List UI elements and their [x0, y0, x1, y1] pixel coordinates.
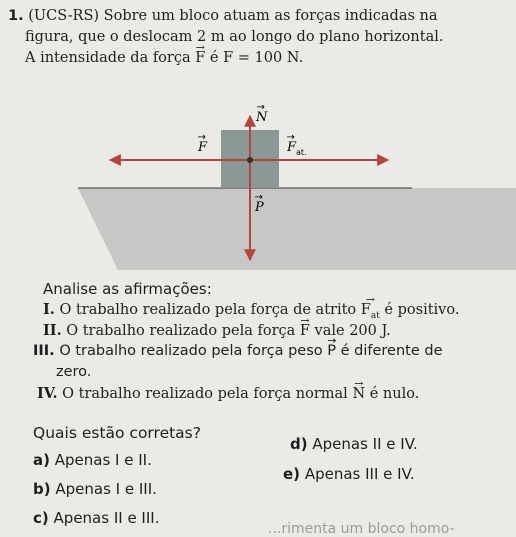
label-Fat-arrow: →	[286, 132, 295, 143]
option-b[interactable]: b) Apenas I e III.	[33, 480, 157, 498]
option-c[interactable]: c) Apenas II e III.	[33, 509, 160, 527]
question-number: 1.	[8, 8, 24, 24]
question-line-2: figura, que o deslocam 2 m ao longo do plano horizontal.	[25, 29, 444, 45]
prompt-text: Analise as afirmações:	[43, 280, 212, 298]
option-d[interactable]: d) Apenas II e IV.	[290, 435, 418, 453]
label-F: F	[198, 140, 208, 155]
question-line-1	[8, 8, 438, 24]
label-N-arrow: →	[256, 102, 265, 113]
label-Fat-sub: at.	[296, 148, 307, 157]
vector-Fat: → $F_{at}$	[361, 302, 380, 321]
vector-N: → N	[352, 386, 365, 402]
statement-I: I. O trabalho realizado pela força de atrito → $F_{at}$ é positivo.	[43, 301, 459, 321]
label-N: N	[256, 110, 268, 125]
label-Fat: F	[287, 140, 297, 155]
option-a[interactable]: a) Apenas I e II.	[33, 451, 152, 469]
statement-II: II. O trabalho realizado pela força → F vale 200 J.	[43, 322, 391, 339]
statement-III: III. O trabalho realizado pela força peso → P é diferente de	[33, 343, 443, 359]
ask-text: Quais estão corretas?	[33, 424, 201, 442]
label-P-arrow: →	[254, 192, 263, 203]
vector-F: → F	[195, 50, 205, 66]
force-diagram	[0, 100, 516, 270]
question-text-1: (UCS-RS) Sobre um bloco atuam as forças indicadas na	[28, 8, 438, 24]
option-e[interactable]: e) Apenas III e IV.	[283, 465, 415, 483]
vector-F: → F	[300, 323, 310, 339]
footer-fragment: ...rimenta um bloco homo-	[268, 521, 455, 537]
ground-surface	[78, 188, 516, 270]
label-P: P	[255, 200, 264, 215]
statement-III-cont: zero.	[56, 364, 92, 380]
application-point	[247, 157, 253, 163]
question-line-3: A intensidade da força → F é F = 100 N.	[25, 50, 303, 66]
vector-P: → P	[327, 343, 336, 359]
statement-IV: IV. O trabalho realizado pela força normal → N é nulo.	[37, 385, 419, 402]
label-F-arrow: →	[197, 132, 206, 143]
